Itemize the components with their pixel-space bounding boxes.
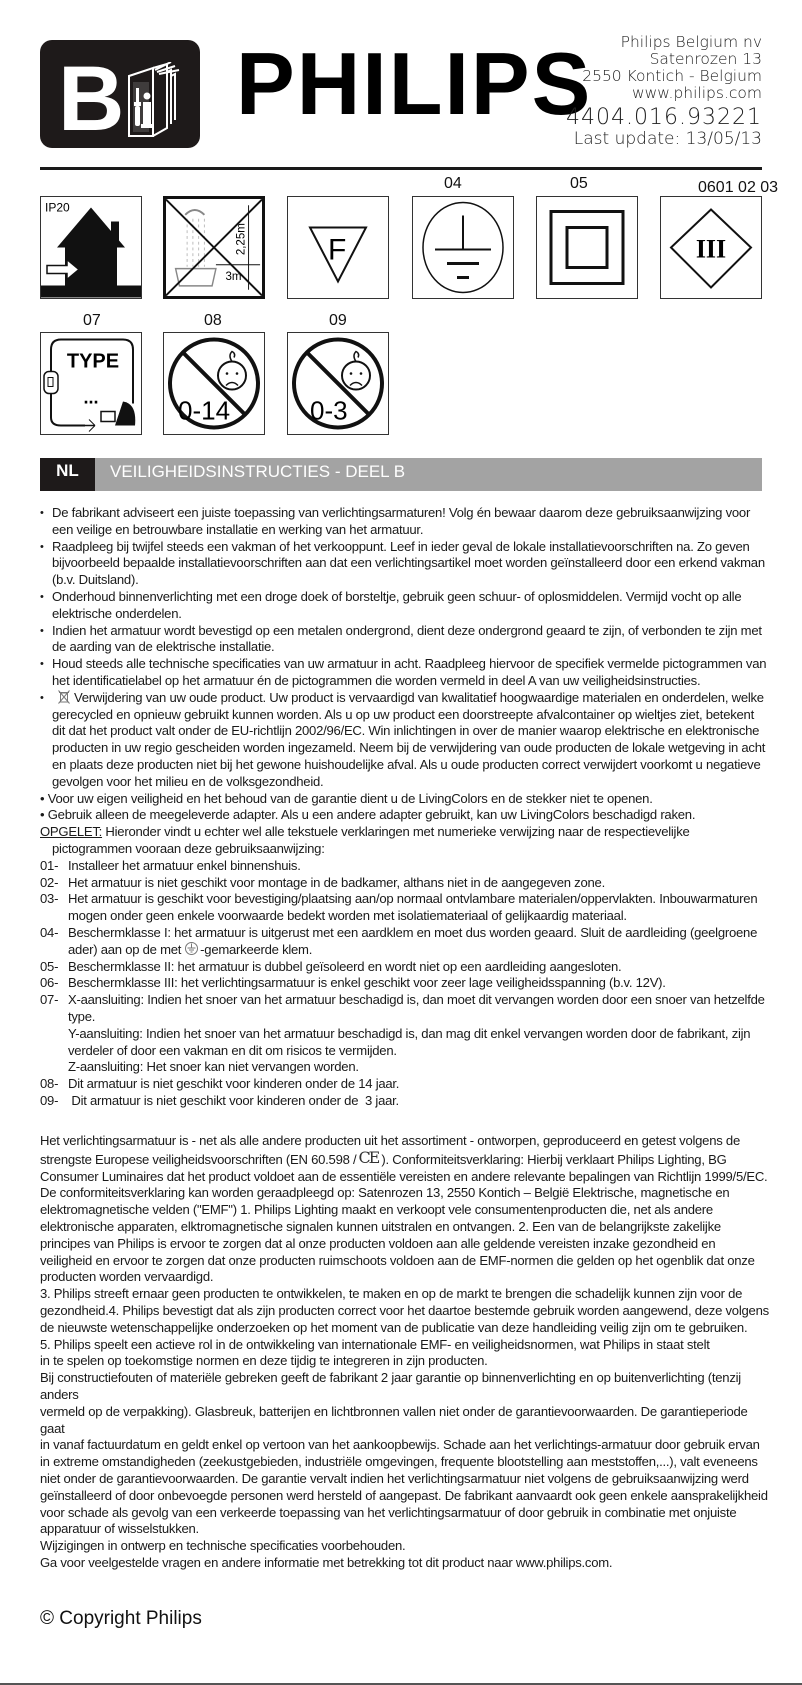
bullet-item-disposal — [40, 690, 770, 791]
not-for-children-0-14-icon — [163, 332, 265, 435]
logo-letter: B — [58, 48, 125, 150]
crossed-out-bin-icon — [58, 690, 70, 704]
conformity-paragraph: Het verlichtingsarmatuur is - net als alle andere producten uit het assortiment - ontworpen, geproduceerd en getest volgens de strengste Europese veiligheidsvoorschriften (EN 60.598 / CE ). Conformiteitsverklaring: Hierbij verklaart Philips Lighting, BG Consumer Luminaires dat het product voldoet aan de essentiële vereisten en andere relevante bepalingen van Richtlijn 1999/5/EC. — [40, 1133, 768, 1184]
numbered-subitem: Z-aansluiting: Het snoer kan niet vervangen worden. — [68, 1059, 359, 1075]
age-range-text: 0-3 — [310, 395, 348, 426]
warranty-line: in extreme omstandigheden (zeekustgebieden, industriële omgevingen, frequente blootstelling aan meststoffen,...), valt eveneens — [40, 1454, 758, 1470]
faq-line: Ga voor veelgestelde vragen en andere informatie met betrekking tot dit product naar www.philips.com. — [40, 1554, 613, 1570]
ce-mark-icon: CE — [358, 1147, 379, 1167]
emf-paragraph: De conformiteitsverklaring kan worden geraadpleegd op: Satenrozen 13, 2550 Kontich – België Elektrische, magnetische en elektromagnetische velden ("EMF") 1. Philips Lighting maakt en verkoopt vele consumentenproducten die, net als andere elektronische apparaten, elktromagnetische signalen kunnen uitstralen en ontvangen. 2. Een van de belangrijkste zakelijke principes van Philips is ervoor te zorgen dat al onze producten voldoen aan alle geldende vereisten inzake gezondheid en veiligheid en ervoor te zorgen dat onze producten ruimschoots voldoen aan de EMF-normen die gelden op het ogenblik dat onze producten worden vervaardigd. — [40, 1185, 755, 1285]
warranty-line: niet onder de garantievoorwaarden. De garantie vervalt indien het verlichtingsarmatuur niet volgens de gebruiksaanwijzing werd — [40, 1470, 749, 1486]
numbered-item: 02- Het armatuur is niet geschikt voor montage in de badkamer, althans niet in de aangegeven zone. — [40, 874, 605, 890]
bullet-item: • Indien het armatuur wordt bevestigd op een metalen ondergrond, dient deze ondergrond geaard te zijn, of verbonden te zijn met de aarding van de elektrische installatie. — [40, 623, 770, 657]
class-iii-text: III — [695, 234, 727, 264]
pictogram-label-04: 04 — [444, 175, 462, 192]
warranty-line: vermeld op de verpakking). Glasbreuk, batterijen en lichtbronnen vallen niet onder de garantievoorwaarden. De garantieperiode gaat — [40, 1403, 748, 1436]
emf-paragraph: 5. Philips speelt een actieve rol in de ontwikkeling van internationale EMF- en veiligheidsnormen, wat Philips in staat stelt — [40, 1336, 710, 1352]
f-mark-triangle-icon — [287, 196, 389, 299]
numbered-item: 05- Beschermklasse II: het armatuur is dubbel geïsoleerd en wordt niet op een aardleiding aangesloten. — [40, 958, 622, 974]
distance-text: 3m — [225, 271, 242, 284]
tight-bullet-item: • Voor uw eigen veiligheid en het behoud van de garantie dient u de LivingColors en de stekker niet te openen. — [40, 790, 653, 806]
safety-instructions — [40, 505, 770, 1110]
numbered-item: 06- Beschermklasse III: het verlichtingsarmatuur is enkel geschikt voor zeer lage veiligheidsspanning (b.v. 12V). — [40, 975, 666, 991]
numbered-item: 09- Dit armatuur is niet geschikt voor kinderen onder de 3 jaar. — [40, 1092, 399, 1108]
cable-type-text: TYPE — [66, 350, 120, 373]
pictogram-label-08: 08 — [204, 312, 222, 329]
pictogram-label-09: 09 — [329, 312, 347, 329]
numbered-item: 04- Beschermklasse I: het armatuur is uitgerust met een aardklem en moet dus worden geaard. Sluit de aardleiding (geelgroene ader) aan op de met -gemarkeerde klem. — [40, 924, 758, 957]
bullet-item: • Raadpleeg bij twijfel steeds een vakman of het verkooppunt. Leef in ieder geval de lokale installatievoorschriften na. Zo geven bijvoorbeeld bepaalde installatievoorschriften aan dat een verlichtingsartikel moet worden geïnstalleerd door een erkend vakman (b.v. Duitsland). — [40, 539, 770, 589]
protective-earth-icon — [412, 196, 514, 299]
pictogram-label-05: 05 — [570, 175, 588, 192]
header-divider — [40, 167, 762, 170]
ip-rating-text: IP20 — [45, 200, 70, 215]
numbered-subitem: Y-aansluiting: Indien het snoer van het armatuur beschadigd is, dan mag dit enkel vervangen worden door de fabrikant, zijn verdeler of door een vakman en dit om risicos te vermijden. — [68, 1025, 751, 1058]
class-ii-double-insulation-icon — [536, 196, 638, 299]
ip20-indoor-house-icon — [40, 196, 142, 299]
f-mark-text: F — [328, 233, 347, 267]
no-bathroom-zone-icon — [163, 196, 265, 299]
numbered-item: 07- X-aansluiting: Indien het snoer van het armatuur beschadigd is, dan moet dit vervangen worden door een snoer van hetzelfde type. — [40, 992, 765, 1024]
disposal-text: Verwijdering van uw oude product. Uw product is vervaardigd van kwalitatief hoogwaardige materialen en onderdelen, welke gerecycled en opnieuw gebruikt kunnen worden. Als u op uw product een doorstreepte afvalcontainer op wieltjes ziet, betekent dit dat het product valt onder de EU-richtlijn 2002/96/EC. Win inlichtingen in over de manier waarop elektrische en elektronische producten in uw regio gescheiden worden ingezameld. Neem bij de verwijdering van oude producten de lokale wetgeving in acht en plaats deze producten niet bij het gewone huishoudelijke afval. Als u oude producten correct verwijdert voorkomt u negatieve gevolgen voor het milieu en de volksgezondheid. — [52, 689, 766, 789]
warranty-line: apparatuur of wisselstukken. — [40, 1521, 199, 1537]
copyright: © Copyright Philips — [40, 1608, 202, 1629]
specs-disclaimer: Wijzigingen in ontwerp en technische specificaties voorbehouden. — [40, 1538, 406, 1554]
manual-book-icon — [125, 62, 183, 142]
address-line: Satenrozen 13 — [649, 50, 762, 68]
bullet-item: • Houd steeds alle technische specificaties van uw armatuur in acht. Raadpleeg hiervoor de specifiek vermelde pictogrammen van het identificatielabel op het armatuur én de pictogrammen die worden vermeld in deel A van uw veiligheidsinstructies. — [40, 656, 770, 690]
conformity-section — [40, 1133, 770, 1572]
website-link[interactable]: www.philips.com — [631, 84, 762, 102]
height-text: 2,25m — [235, 223, 248, 256]
not-for-children-0-3-icon — [287, 332, 389, 435]
numbered-item: 01- Installeer het armatuur enkel binnenshuis. — [40, 857, 301, 873]
warranty-line: Bij constructiefouten of materiële gebreken geeft de fabrikant 2 jaar garantie op binnenverlichting en op buitenverlichting (tenzij anders — [40, 1370, 741, 1402]
emf-paragraph: in te spelen op toekomstige normen en deze tijdig te integreren in zijn producten. — [40, 1353, 488, 1369]
numbered-item: 08- Dit armatuur is niet geschikt voor kinderen onder de 14 jaar. — [40, 1076, 400, 1092]
class-iii-diamond-icon — [660, 196, 762, 299]
tight-bullet-item: • Gebruik alleen de meegeleverde adapter. Als u een andere adapter gebruikt, kan uw LivingColors beschadigd raken. — [40, 807, 696, 823]
section-title: VEILIGHEIDSINSTRUCTIES - DEEL B — [110, 462, 406, 481]
cable-type-dots: ... — [83, 387, 99, 408]
brand-logo: PHILIPS — [236, 34, 593, 133]
age-range-text: 0-14 — [178, 395, 231, 426]
language-badge: NL — [40, 458, 95, 491]
company-address — [582, 34, 762, 102]
earth-symbol-icon — [185, 942, 198, 955]
warning-label: OPGELET: — [40, 824, 103, 840]
document-number: 4404.016.93221 — [566, 105, 762, 130]
warranty-line: in vanaf factuurdatum en geldt enkel op vertoon van het aankoopbewijs. Schade aan het verlichtings-armatuur door gebruik ervan — [40, 1437, 760, 1453]
address-line: Philips Belgium nv — [620, 33, 762, 51]
cable-type-icon — [40, 332, 142, 435]
pictogram-label-07: 07 — [83, 312, 101, 329]
warranty-line: voor schade als gevolg van een verkeerde toepassing van het verlichtingsarmatuur of door gebruik in combinatie met onjuiste — [40, 1504, 737, 1520]
last-update: Last update: 13/05/13 — [573, 129, 762, 149]
warning-text: Hieronder vindt u echter wel alle tekstuele verklaringen met numerieke verwijzing naar de respectievelijke pictogrammen vooraan deze gebruiksaanwijzing: — [52, 824, 690, 856]
emf-paragraph: 3. Philips streeft ernaar geen producten te ontwikkelen, te maken en op de markt te brengen die schadelijk kunnen zijn voor de gezondheid.4. Philips bevestigt dat als zijn producten correct voor het daartoe bestemde gebruik worden aangewend, deze volgens de nieuwste wetenschappelijke onderzoeken op het moment van de publicatie van deze handleiding veilig zijn om te gebruiken. — [40, 1286, 769, 1335]
bullet-item: • De fabrikant adviseert een juiste toepassing van verlichtingsarmaturen! Volg én bewaar daarom deze gebruiksaanwijzing voor een veilige en betrouwbare installatie en werking van het armatuur. — [40, 505, 770, 539]
numbered-item: 03- Het armatuur is geschikt voor bevestiging/plaatsing aan/op normaal ontvlambare materialen/oppervlakten. Inbouwarmaturen mogen onder geen enkele voorwaarde bedekt worden met isolatiemateriaal of gelijkaardig materiaal. — [40, 891, 758, 924]
address-line: 2550 Kontich - Belgium — [582, 67, 762, 85]
pictogram-label-06: 0601 02 03 — [698, 179, 779, 196]
bullet-item: • Onderhoud binnenverlichting met een droge doek of borsteltje, gebruik geen schuur- of oplosmiddelen. Vermijd vocht op alle elektrische onderdelen. — [40, 589, 770, 623]
warranty-line: geïnstalleerd of door onbevoegde personen werd hersteld of aangepast. De fabrikant aanvaardt ook geen enkele aansprakelijkheid — [40, 1487, 768, 1503]
warning-paragraph — [40, 824, 770, 858]
